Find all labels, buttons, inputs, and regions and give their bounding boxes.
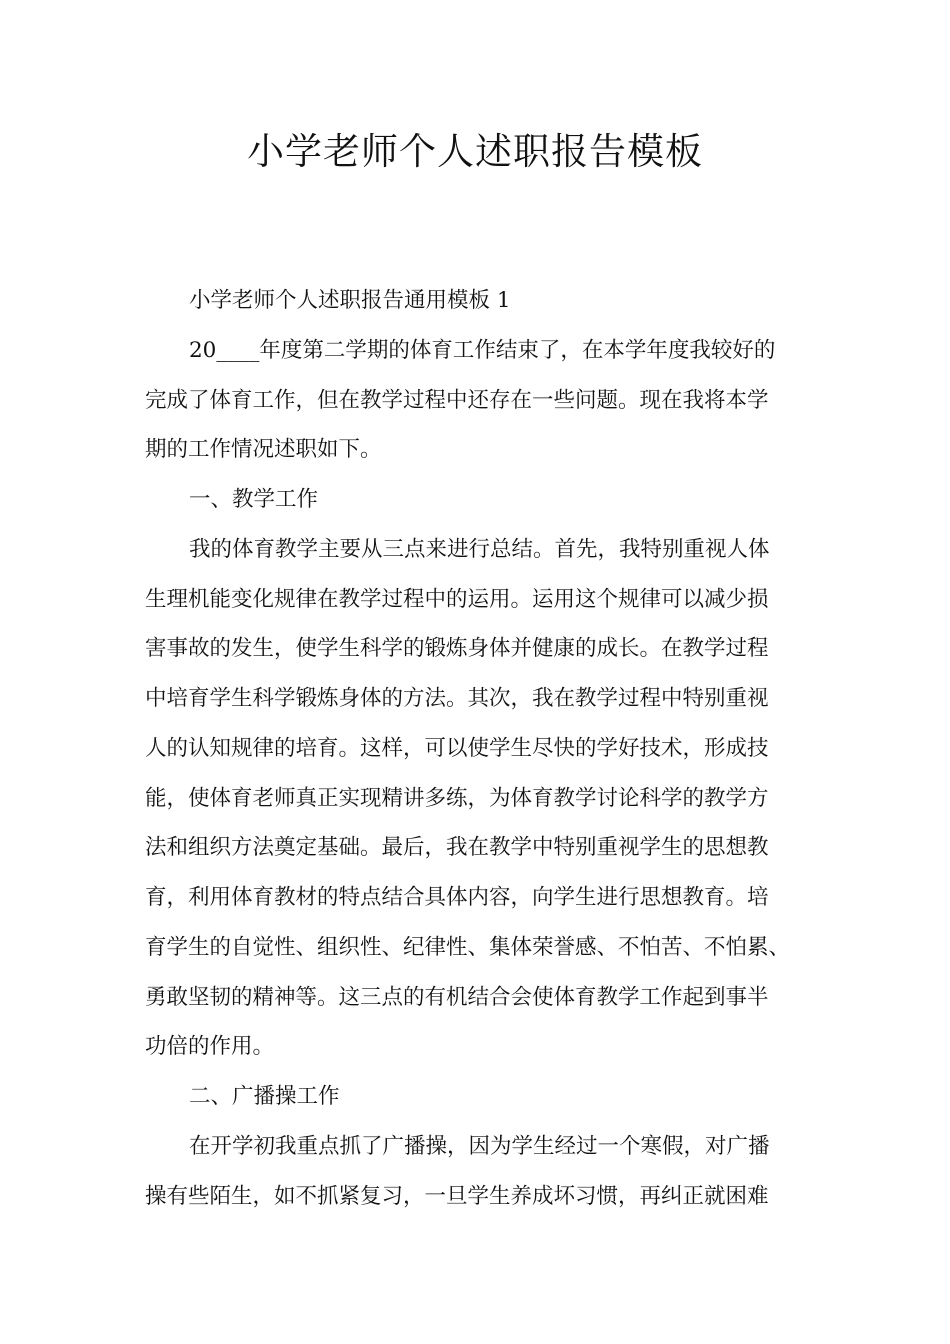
paragraph-line: 操有些陌生，如不抓紧复习，一旦学生养成坏习惯，再纠正就困难 <box>145 1184 769 1209</box>
paragraph-line: 我的体育教学主要从三点来进行总结。首先，我特别重视人体 <box>189 537 770 562</box>
paragraph-line: 20____年度第二学期的体育工作结束了，在本学年度我较好的 <box>189 338 776 363</box>
section-heading: 二、广播操工作 <box>189 1084 340 1109</box>
paragraph-line: 育学生的自觉性、组织性、纪律性、集体荣誉感、不怕苦、不怕累、 <box>145 935 791 960</box>
section-heading: 一、教学工作 <box>189 487 319 512</box>
paragraph-line: 勇敢坚韧的精神等。这三点的有机结合会使体育教学工作起到事半 <box>145 985 769 1010</box>
paragraph-line: 完成了体育工作，但在教学过程中还存在一些问题。现在我将本学 <box>145 388 769 413</box>
paragraph-line: 育，利用体育教材的特点结合具体内容，向学生进行思想教育。培 <box>145 885 769 910</box>
paragraph-line: 生理机能变化规律在教学过程中的运用。运用这个规律可以减少损 <box>145 587 769 612</box>
subtitle-line: 小学老师个人述职报告通用模板 1 <box>189 288 511 313</box>
paragraph-line: 在开学初我重点抓了广播操，因为学生经过一个寒假，对广播 <box>189 1134 770 1159</box>
paragraph-line: 功倍的作用。 <box>145 1034 275 1059</box>
paragraph-line: 期的工作情况述职如下。 <box>145 437 382 462</box>
paragraph-line: 人的认知规律的培育。这样，可以使学生尽快的学好技术，形成技 <box>145 736 769 761</box>
paragraph-line: 害事故的发生，使学生科学的锻炼身体并健康的成长。在教学过程 <box>145 636 769 661</box>
paragraph-line: 中培育学生科学锻炼身体的方法。其次，我在教学过程中特别重视 <box>145 686 769 711</box>
paragraph-line: 法和组织方法奠定基础。最后，我在教学中特别重视学生的思想教 <box>145 835 769 860</box>
document-title: 小学老师个人述职报告模板 <box>247 130 703 173</box>
paragraph-line: 能，使体育老师真正实现精讲多练，为体育教学讨论科学的教学方 <box>145 786 769 811</box>
